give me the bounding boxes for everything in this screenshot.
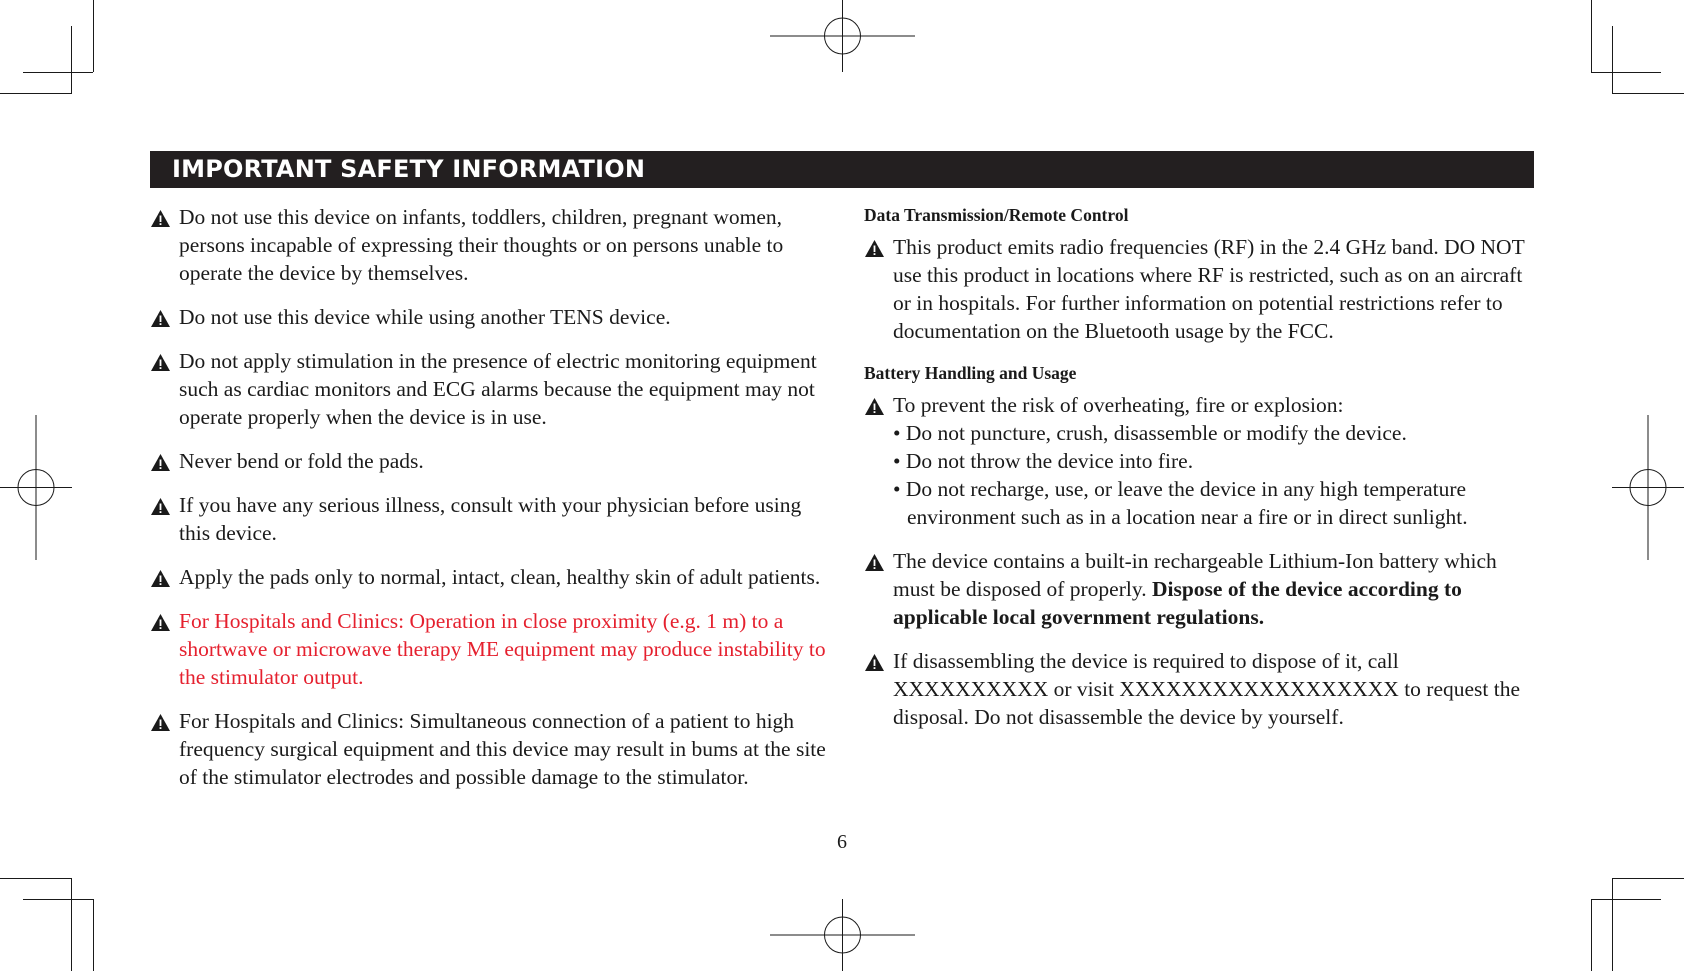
warning-text: Do not apply stimulation in the presence of electric monitoring equipment such as cardiac monitors and ECG alarms because the equipment may not operate properly when the device is in use. [179, 349, 817, 429]
warning-icon [150, 453, 171, 472]
warning-icon [150, 569, 171, 588]
right-column [864, 203, 1534, 747]
warning-text: Never bend or fold the pads. [179, 449, 424, 473]
warning-item-red [150, 607, 830, 691]
crop-mark [23, 899, 93, 900]
warning-icon [864, 239, 885, 258]
warning-text: Apply the pads only to normal, intact, clean, healthy skin of adult patients. [179, 565, 821, 589]
warning-item [150, 203, 830, 287]
crop-mark [93, 899, 94, 971]
warning-text: To prevent the risk of overheating, fire or explosion: [893, 393, 1344, 417]
crop-mark [1591, 72, 1661, 73]
warning-item [150, 447, 830, 475]
crop-mark [71, 26, 72, 94]
bullet-item: • Do not recharge, use, or leave the device in any high temperature environment such as in a location near a fire or in direct sunlight. [893, 477, 1468, 529]
warning-item [864, 233, 1534, 345]
warning-text-bold: Dispose of the device according to applicable local government regulations. [893, 577, 1462, 629]
warning-item [864, 647, 1534, 731]
crop-mark [71, 878, 72, 971]
crop-mark [23, 72, 93, 73]
section-header: IMPORTANT SAFETY INFORMATION [150, 151, 1534, 188]
crop-mark [1591, 0, 1592, 72]
section-title: Battery Handling and Usage [864, 363, 1077, 383]
crop-mark [1612, 26, 1613, 94]
crop-mark [1612, 878, 1613, 971]
crop-mark [0, 878, 72, 879]
warning-text: If you have any serious illness, consult with your physician before using this device. [179, 493, 802, 545]
warning-text: Do not use this device on infants, toddlers, children, pregnant women, persons incapable of expressing their thoughts or on persons unable to operate the device by themselves. [179, 205, 784, 285]
warning-icon [864, 653, 885, 672]
left-column [150, 203, 830, 807]
warning-item [150, 347, 830, 431]
warning-item [150, 563, 830, 591]
page-number: 6 [837, 831, 847, 853]
warning-text: If disassembling the device is required to dispose of it, call XXXXXXXXXX or visit XXXXXXXXXXXXXXXXXX to request the disposal. Do not disassemble the device by yourself. [893, 649, 1521, 729]
warning-item [864, 391, 1534, 531]
bullet-item: • Do not throw the device into fire. [893, 449, 1194, 473]
registration-mark-top [770, 0, 915, 72]
warning-text: Do not use this device while using another TENS device. [179, 305, 671, 329]
warning-icon [864, 397, 885, 416]
warning-icon [150, 353, 171, 372]
crop-mark [1591, 899, 1592, 971]
warning-item [864, 547, 1534, 631]
registration-mark-left [0, 415, 72, 560]
crop-mark [1612, 878, 1684, 879]
warning-item [150, 491, 830, 547]
warning-text: This product emits radio frequencies (RF) in the 2.4 GHz band. DO NOT use this product in locations where RF is restricted, such as on an aircraft or in hospitals. For further information on potential restrictions refer to documentation on the Bluetooth usage by the FCC. [893, 235, 1525, 343]
warning-item [150, 303, 830, 331]
warning-text: For Hospitals and Clinics: Simultaneous connection of a patient to high frequency surgical equipment and this device may result in bums at the site of the stimulator electrodes and possible damage to the stimulator. [179, 709, 826, 789]
crop-mark [1591, 899, 1661, 900]
warning-icon [150, 613, 171, 632]
warning-icon [150, 209, 171, 228]
warning-text: For Hospitals and Clinics: Operation in close proximity (e.g. 1 m) to a shortwave or microwave therapy ME equipment may produce instability to the stimulator output. [179, 609, 826, 689]
registration-mark-bottom [770, 899, 915, 971]
crop-mark [0, 93, 72, 94]
crop-mark [1612, 93, 1684, 94]
warning-item [150, 707, 830, 791]
bullet-item: • Do not puncture, crush, disassemble or modify the device. [893, 421, 1407, 445]
warning-icon [864, 553, 885, 572]
registration-mark-right [1612, 415, 1684, 560]
warning-icon [150, 309, 171, 328]
warning-icon [150, 713, 171, 732]
crop-mark [93, 0, 94, 72]
warning-icon [150, 497, 171, 516]
section-title: Data Transmission/Remote Control [864, 205, 1129, 225]
warning-text: The device contains a built-in rechargeable Lithium-Ion battery which must be disposed of properly. [893, 549, 1497, 601]
